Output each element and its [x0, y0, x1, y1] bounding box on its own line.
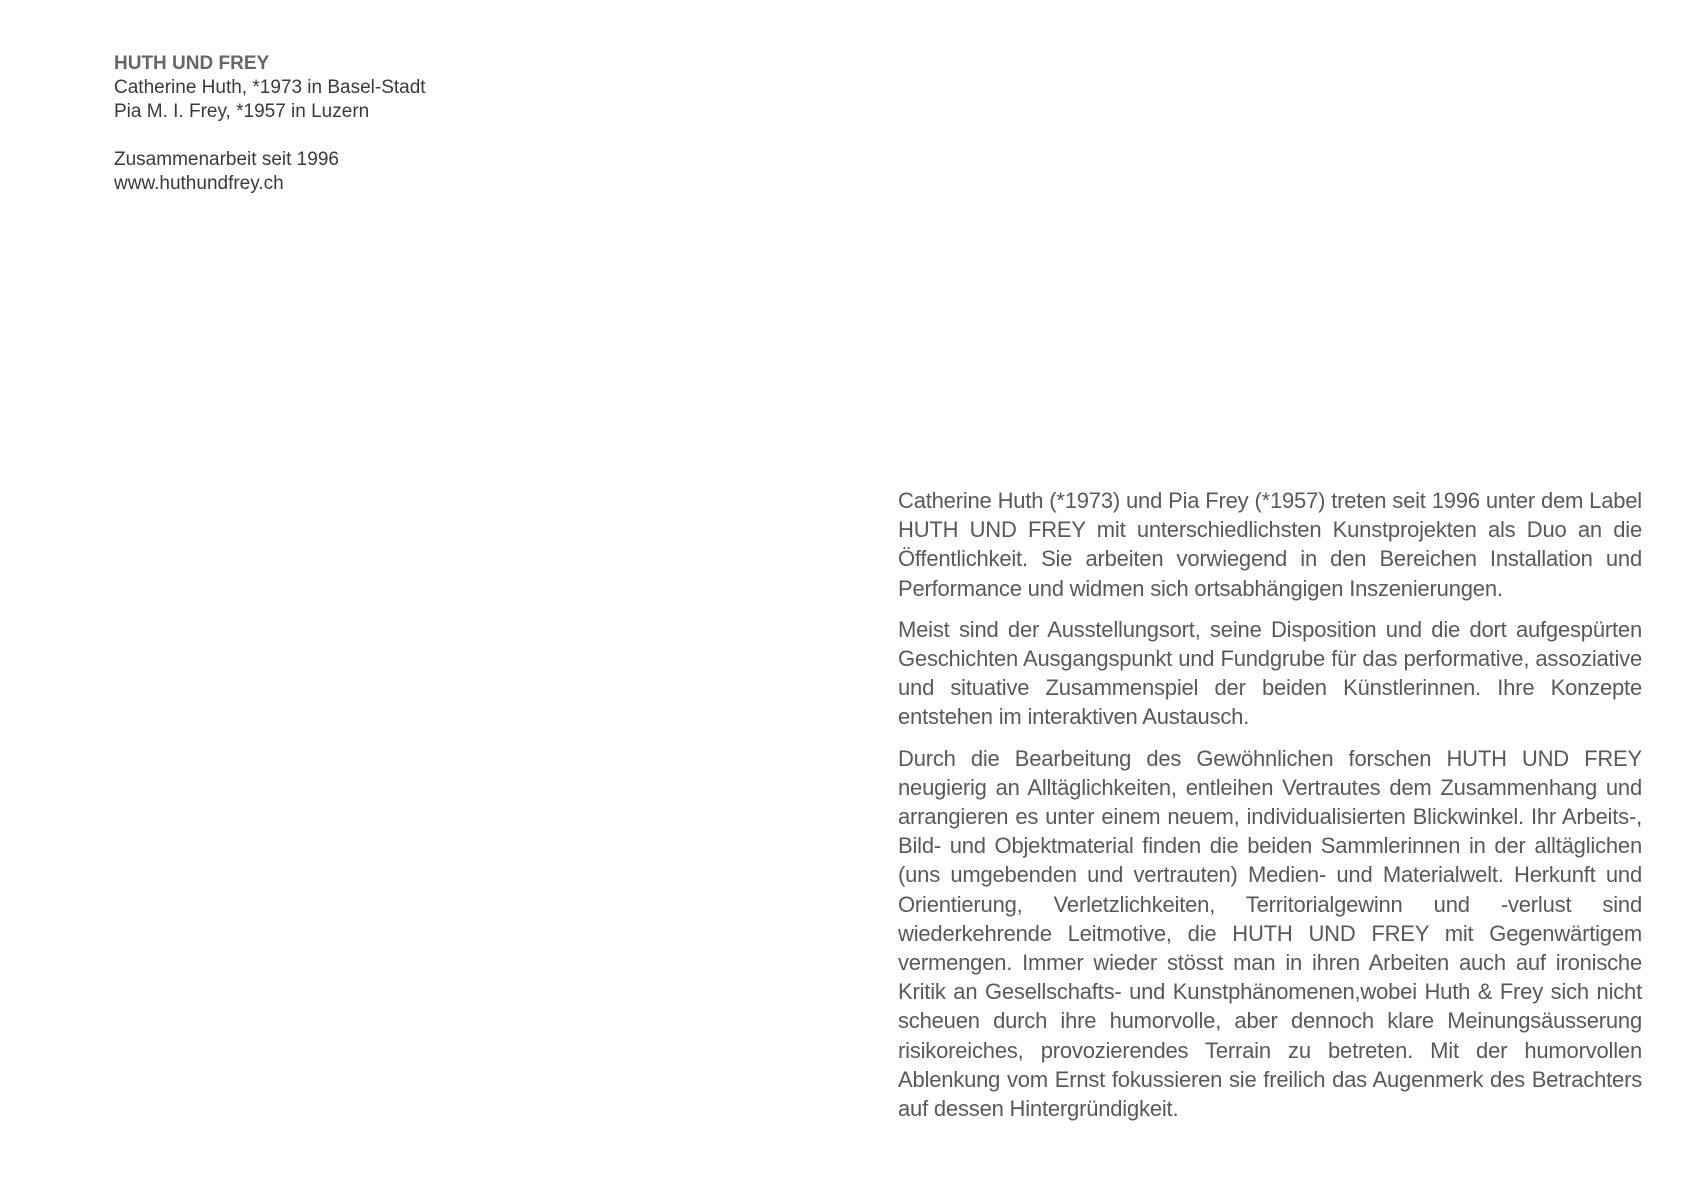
collaboration-since: Zusammenarbeit seit 1996	[114, 149, 339, 170]
biography-paragraph-3: Durch die Bearbeitung des Gewöhnlichen forschen HUTH UND FREY neugierig an Alltäglichkeiten, entleihen Vertrautes dem Zusammenhang und arrangieren es unter einem neuem, individualisierten Blickwinkel. Ihr Arbeits-, Bild- und Objektmaterial finden die beiden Sammlerinnen in der alltäglichen (uns umgebenden und vertrauten) Medien- und Materialwelt. Herkunft und Orientierung, Verletzlichkeiten, Territorialgewinn und -verlust sind wiederkehrende Leitmotive, die HUTH UND FREY mit Gegenwärtigem vermengen. Immer wieder stösst man in ihren Arbeiten auch auf ironische Kritik an Gesellschafts- und Kunstphänomenen,wobei Huth & Frey sich nicht scheuen durch ihre humorvolle, aber dennoch klare Meinungsäusserung risikoreiches, provozierendes Terrain zu betreten. Mit der humorvollen Ablenkung vom Ernst fokussieren sie freilich das Augenmerk des Betrachters auf dessen Hintergründigkeit.	[898, 745, 1642, 1122]
website-link[interactable]: www.huthundfrey.ch	[114, 173, 284, 194]
biography-paragraph-1: Catherine Huth (*1973) und Pia Frey (*1957) treten seit 1996 unter dem Label HUTH UND FREY mit unterschiedlichsten Kunstprojekten als Duo an die Öffentlichkeit. Sie arbeiten vorwiegend in den Bereichen Installation und Performance und widmen sich ortsabhängigen Inszenierungen.	[898, 488, 1642, 601]
artist-name: HUTH UND FREY	[114, 53, 270, 74]
biography-text	[898, 486, 1642, 1135]
member-pia-frey: Pia M. I. Frey, *1957 in Luzern	[114, 101, 370, 122]
biography-paragraph-2: Meist sind der Ausstellungsort, seine Disposition und die dort aufgespürten Geschichten Ausgangspunkt und Fundgrube für das performative, assoziative und situative Zusammenspiel der beiden Künstlerinnen. Ihre Konzepte entstehen im interaktiven Austausch.	[898, 616, 1642, 730]
spacer	[114, 124, 534, 148]
artist-info-block	[114, 52, 534, 196]
member-catherine-huth: Catherine Huth, *1973 in Basel-Stadt	[114, 77, 426, 98]
